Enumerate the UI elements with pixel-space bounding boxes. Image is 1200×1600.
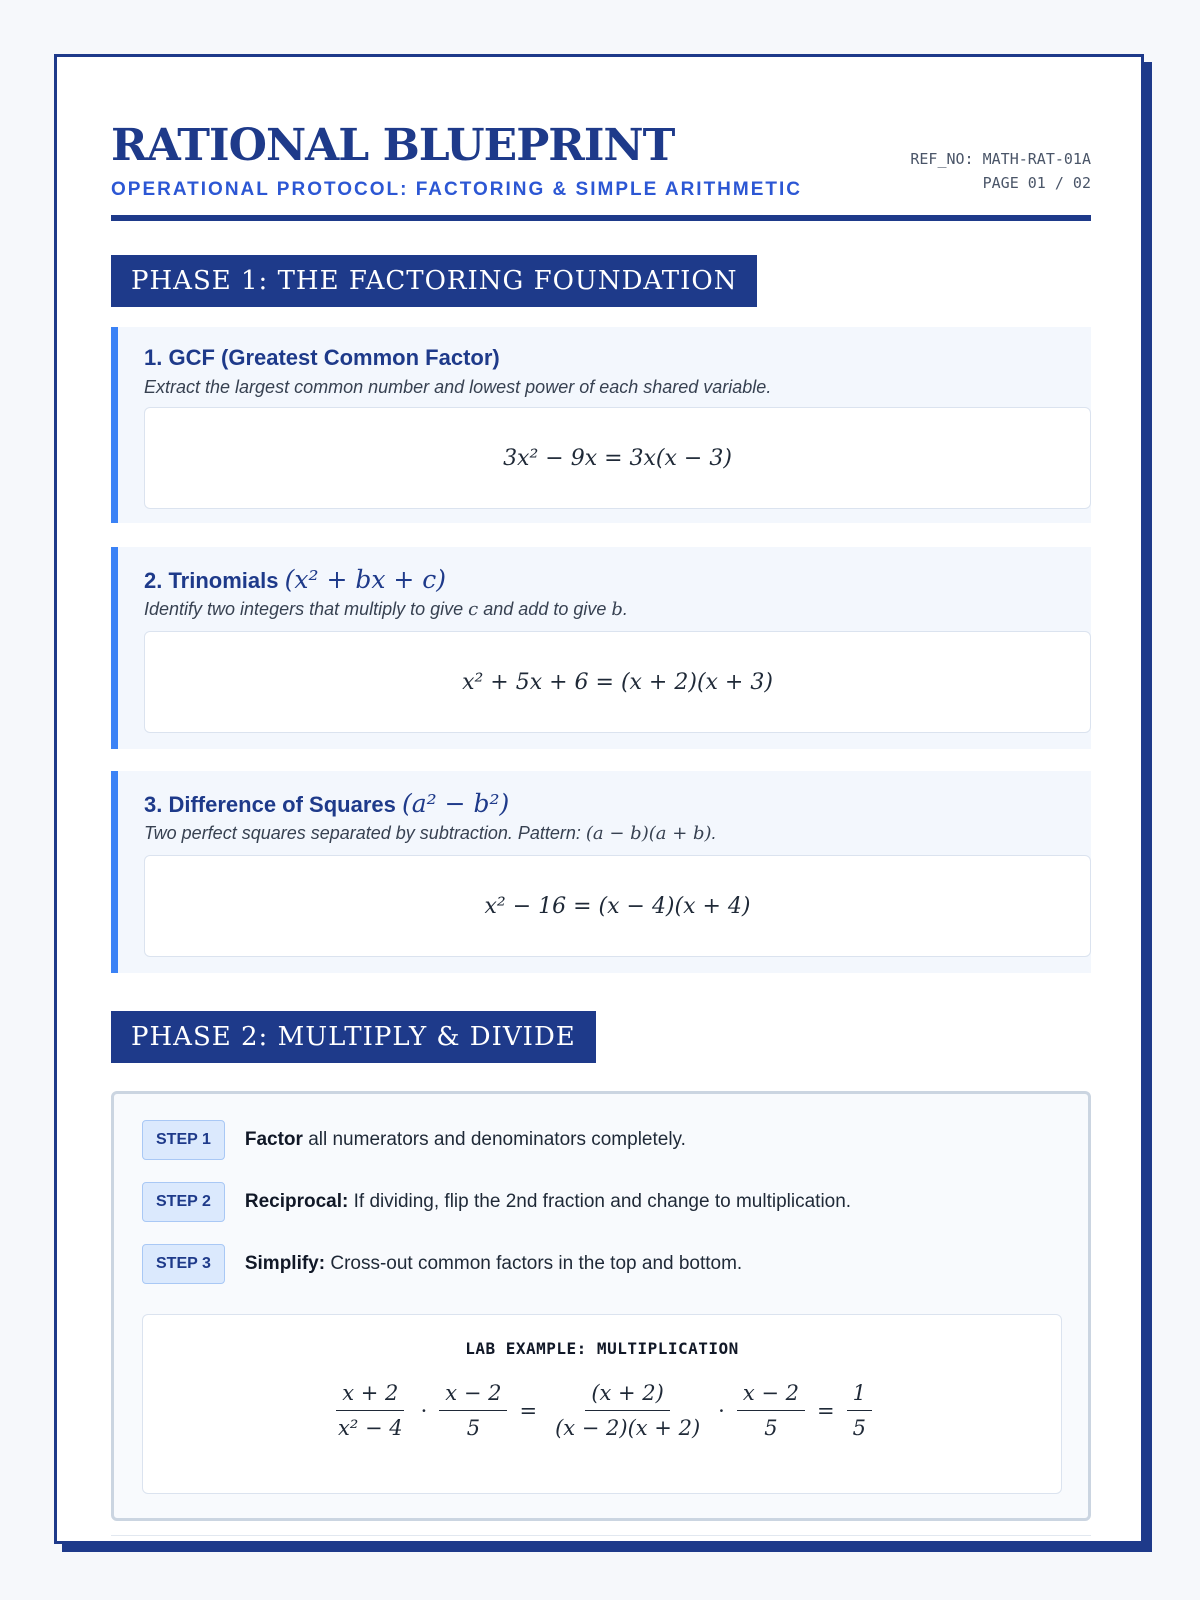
- denominator: 5: [764, 1416, 778, 1440]
- fraction-result: [847, 1379, 872, 1442]
- steps-panel: [111, 1091, 1091, 1521]
- desc-part: Two perfect squares separated by subtraction. Pattern:: [144, 823, 586, 843]
- rule-title-math: (x² + bx + c): [284, 565, 447, 594]
- phase1-banner: PHASE 1: THE FACTORING FOUNDATION: [111, 255, 757, 307]
- rule-title: [144, 345, 500, 371]
- denominator: x² − 4: [338, 1416, 403, 1440]
- multiply-dot: ·: [718, 1398, 725, 1423]
- rule-example: x² + 5x + 6 = (x + 2)(x + 3): [144, 631, 1091, 733]
- desc-var-b: b: [611, 599, 623, 620]
- rule-description: [144, 599, 628, 620]
- step-badge: STEP 1: [142, 1120, 225, 1160]
- desc-part: Identify two integers that multiply to give: [144, 599, 469, 619]
- rule-description: [144, 823, 717, 844]
- desc-part: .: [622, 599, 628, 619]
- step-keyword: Simplify:: [244, 1253, 326, 1274]
- fraction-1: [332, 1379, 409, 1442]
- rule-title-text: 3. Difference of Squares: [144, 792, 396, 817]
- desc-var-c: c: [468, 599, 479, 620]
- step-badge: STEP 2: [142, 1182, 225, 1222]
- worksheet-page: [54, 54, 1144, 1544]
- fraction-2: [439, 1379, 507, 1442]
- rule-title: [144, 565, 446, 594]
- rule-card-trinomials: [111, 547, 1091, 749]
- step-detail: If dividing, flip the 2nd fraction and change to multiplication.: [348, 1191, 852, 1212]
- denominator: (x − 2)(x + 2): [555, 1416, 701, 1440]
- fraction-3: [549, 1379, 706, 1442]
- rule-title-text: 2. Trinomials: [144, 568, 279, 593]
- desc-pattern: (a − b)(a + b): [585, 823, 712, 844]
- step-detail: all numerators and denominators completely.: [302, 1129, 686, 1150]
- equals-sign: =: [816, 1398, 835, 1423]
- equals-sign: =: [519, 1398, 538, 1423]
- rule-card-gcf: [111, 327, 1091, 523]
- lab-example: [142, 1314, 1062, 1494]
- step-text: [245, 1129, 686, 1151]
- desc-part: .: [711, 823, 717, 843]
- step-text: [245, 1191, 851, 1213]
- lab-title: LAB EXAMPLE: MULTIPLICATION: [465, 1339, 739, 1358]
- numerator: x + 2: [336, 1379, 404, 1411]
- rule-title-text: 1. GCF (Greatest Common Factor): [144, 345, 500, 370]
- rule-card-difference-of-squares: [111, 771, 1091, 973]
- denominator: 5: [466, 1416, 481, 1440]
- footer-divider: [111, 1535, 1091, 1536]
- rule-description: Extract the largest common number and lowest power of each shared variable.: [144, 377, 772, 397]
- rule-example: 3x² − 9x = 3x(x − 3): [144, 407, 1091, 509]
- rule-title: [144, 789, 509, 818]
- page-title: RATIONAL BLUEPRINT: [111, 120, 675, 171]
- step-detail: Cross-out common factors in the top and bottom.: [325, 1253, 743, 1274]
- step-row: [142, 1244, 742, 1284]
- multiply-dot: ·: [420, 1398, 428, 1423]
- step-row: [142, 1182, 851, 1222]
- rule-example: x² − 16 = (x − 4)(x + 4): [144, 855, 1091, 957]
- step-keyword: Reciprocal:: [244, 1191, 349, 1212]
- page-subtitle: OPERATIONAL PROTOCOL: FACTORING & SIMPLE ARITHMETIC: [111, 179, 803, 200]
- numerator: 1: [847, 1379, 872, 1411]
- reference-block: [910, 147, 1091, 195]
- numerator: x − 2: [439, 1379, 507, 1411]
- fraction-4: [737, 1379, 805, 1442]
- rule-title-math: (a² − b²): [402, 789, 510, 818]
- denominator: 5: [852, 1416, 866, 1440]
- step-badge: STEP 3: [142, 1244, 225, 1284]
- step-text: [245, 1253, 742, 1275]
- numerator: (x + 2): [585, 1379, 670, 1411]
- step-row: [142, 1120, 686, 1160]
- page-number: PAGE 01 / 02: [982, 174, 1091, 192]
- desc-part: and add to give: [478, 599, 612, 619]
- lab-equation: [143, 1379, 1061, 1442]
- phase2-banner: PHASE 2: MULTIPLY & DIVIDE: [111, 1011, 596, 1063]
- reference-number: REF_NO: MATH-RAT-01A: [910, 150, 1091, 168]
- numerator: x − 2: [737, 1379, 805, 1411]
- step-keyword: Factor: [244, 1129, 303, 1150]
